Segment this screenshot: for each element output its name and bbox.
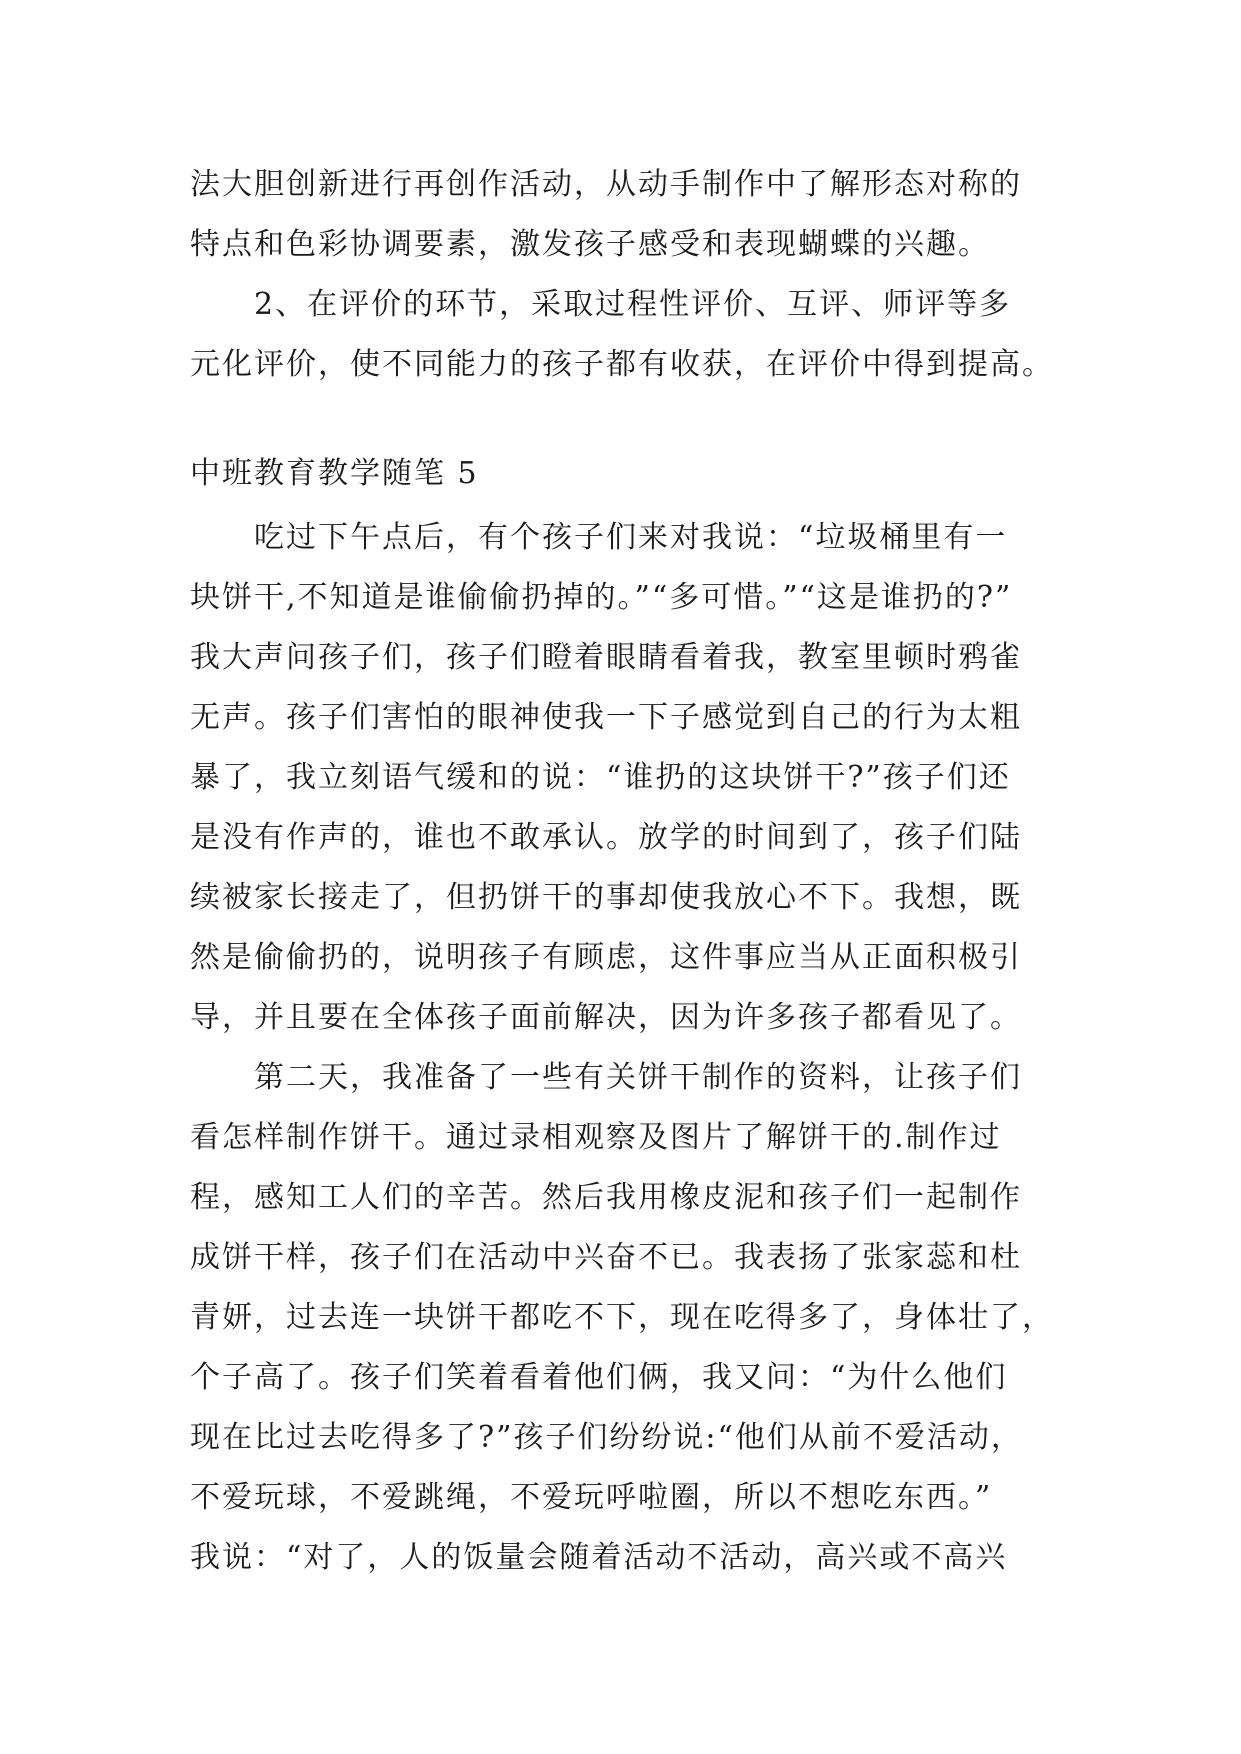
text-line: 青妍，过去连一块饼干都吃不下，现在吃得多了，身体壮了，: [190, 1300, 1054, 1335]
section-heading: 中班教育教学随笔 5: [190, 456, 479, 491]
text-line: 第二天，我准备了一些有关饼干制作的资料，让孩子们: [254, 1060, 1022, 1095]
text-line: 无声。孩子们害怕的眼神使我一下子感觉到自己的行为太粗: [190, 700, 1022, 735]
text-line: 看怎样制作饼干。通过录相观察及图片了解饼干的.制作过: [190, 1120, 1002, 1155]
text-line: 现在比过去吃得多了?”孩子们纷纷说:“他们从前不爱活动，: [190, 1420, 1023, 1455]
section-b-text: [190, 508, 1070, 1588]
section-title-block: [190, 444, 1070, 504]
text-line: 暴了，我立刻语气缓和的说：“谁扔的这块饼干?”孩子们还: [190, 760, 1011, 795]
text-line: 块饼干,不知道是谁偷偷扔掉的。”“多可惜。”“这是谁扔的?”: [190, 580, 1013, 615]
text-line: 我大声问孩子们，孩子们瞪着眼睛看着我，教室里顿时鸦雀: [190, 640, 1022, 675]
text-line: 是没有作声的，谁也不敢承认。放学的时间到了，孩子们陆: [190, 820, 1022, 855]
text-line: 法大胆创新进行再创作活动，从动手制作中了解形态对称的: [190, 167, 1022, 202]
text-line: 我说：“对了，人的饭量会随着活动不活动，高兴或不高兴: [190, 1540, 1008, 1575]
text-line: 然是偷偷扔的，说明孩子有顾虑，这件事应当从正面积极引: [190, 940, 1022, 975]
text-line: 个子高了。孩子们笑着看着他们俩，我又问：“为什么他们: [190, 1360, 1008, 1395]
section-a-text: [190, 155, 1070, 395]
text-line: 元化评价，使不同能力的孩子都有收获，在评价中得到提高。: [190, 347, 1054, 382]
text-line: 不爱玩球，不爱跳绳，不爱玩呼啦圈，所以不想吃东西。”: [190, 1480, 993, 1515]
text-line: 成饼干样，孩子们在活动中兴奋不已。我表扬了张家蕊和杜: [190, 1240, 1022, 1275]
text-line: 程，感知工人们的辛苦。然后我用橡皮泥和孩子们一起制作: [190, 1180, 1022, 1215]
text-line: 吃过下午点后，有个孩子们来对我说：“垃圾桶里有一: [254, 520, 1008, 555]
text-line: 续被家长接走了，但扔饼干的事却使我放心不下。我想，既: [190, 880, 1022, 915]
text-line: 导，并且要在全体孩子面前解决，因为许多孩子都看见了。: [190, 1000, 1022, 1035]
text-line: 特点和色彩协调要素，激发孩子感受和表现蝴蝶的兴趣。: [190, 227, 990, 262]
text-line: 2、在评价的环节，采取过程性评价、互评、师评等多: [254, 287, 1012, 322]
